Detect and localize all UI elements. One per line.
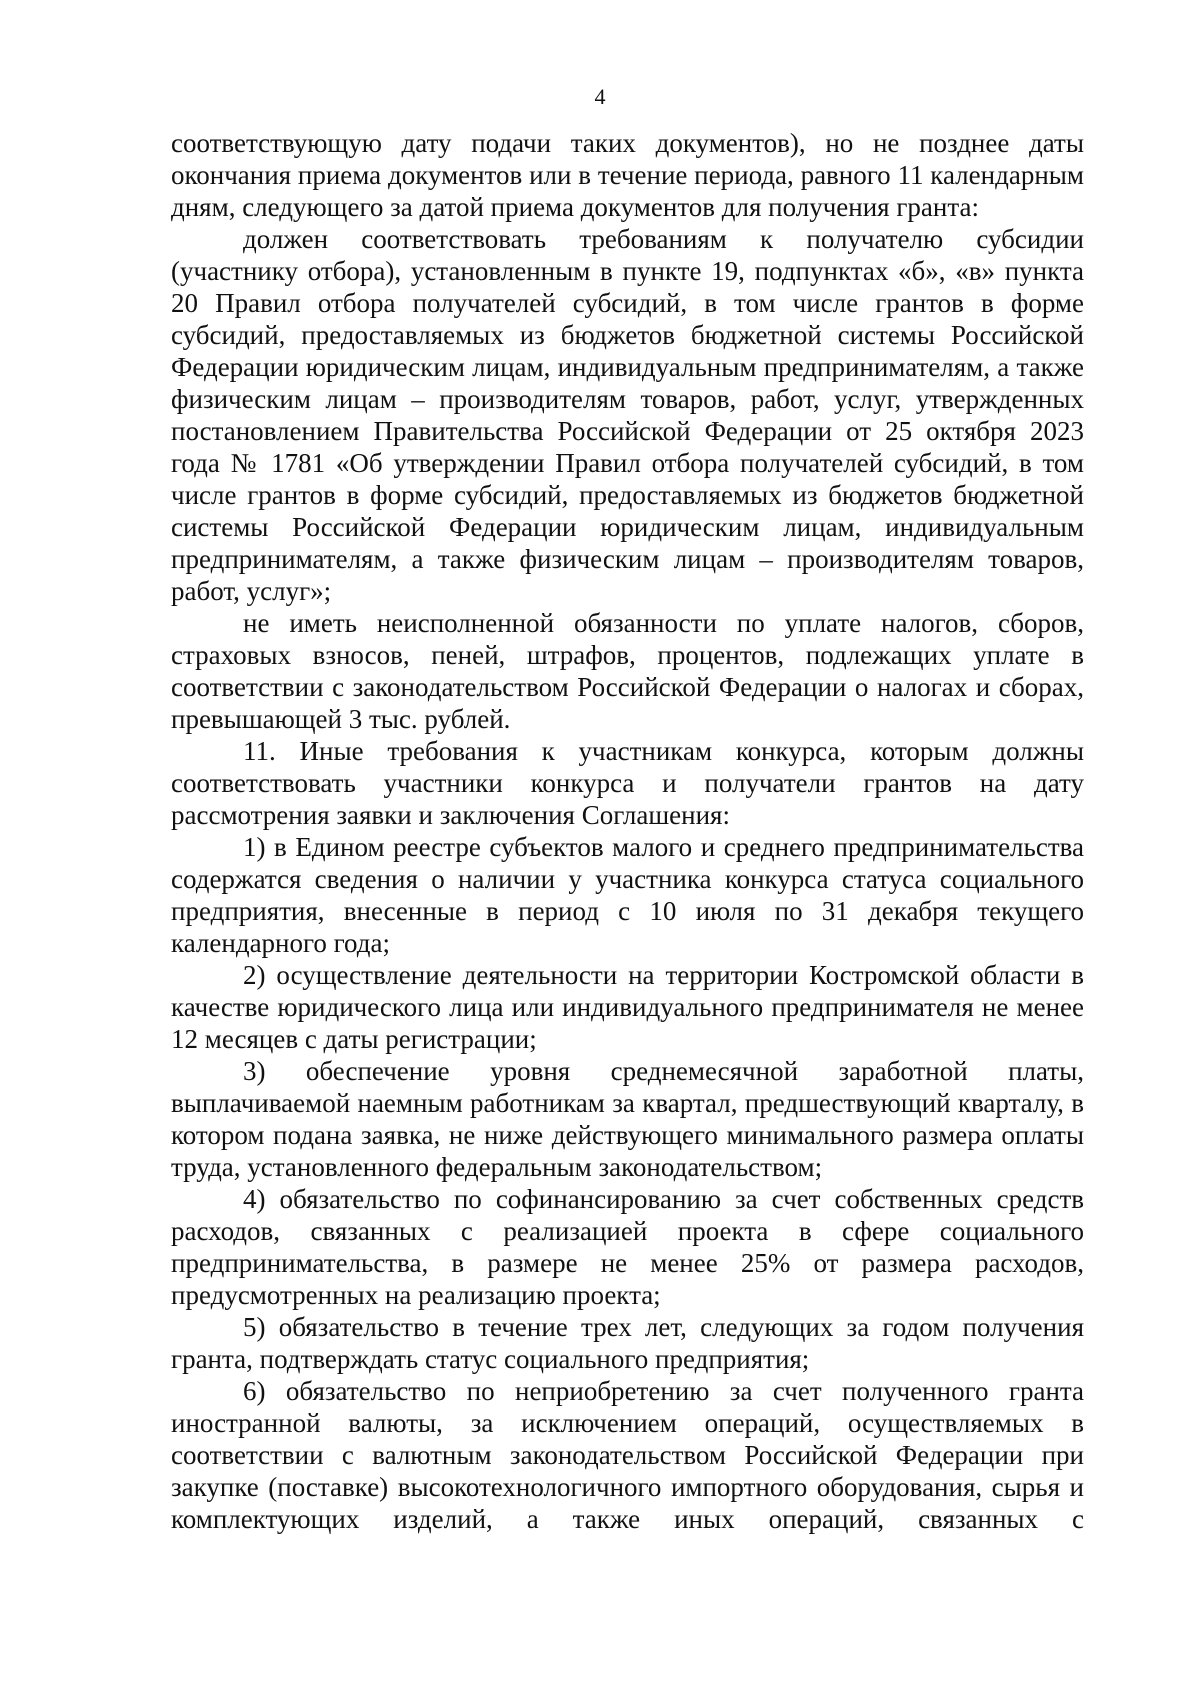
page-number: 4 — [594, 84, 606, 109]
list-item-1: 1) в Едином реестре субъектов малого и среднего предпринимательства содержатся сведения о наличии у участника конкурса статуса социального предприятия, внесенные в период с 10 июля по 31 декабря текущего календарного года; — [171, 832, 1084, 958]
list-item-4: 4) обязательство по софинансированию за счет собственных средств расходов, связанных с реализацией проекта в сфере социального предпринимательства, в размере не менее 25% от размера расходов, предусмотренных на реализацию проекта; — [171, 1184, 1084, 1310]
list-item-5: 5) обязательство в течение трех лет, следующих за годом получения гранта, подтверждать статус социального предприятия; — [171, 1312, 1084, 1374]
document-body — [171, 127, 1084, 1535]
list-item-3: 3) обеспечение уровня среднемесячной заработной платы, выплачиваемой наемным работникам за квартал, предшествующий кварталу, в котором подана заявка, не ниже действующего минимального размера оплаты труда, установленного федеральным законодательством; — [171, 1056, 1084, 1182]
paragraph-continuation: соответствующую дату подачи таких документов), но не позднее даты окончания приема документов или в течение периода, равного 11 календарным дням, следующего за датой приема документов для получения гранта: — [171, 128, 1084, 222]
paragraph-requirements-compliance: должен соответствовать требованиям к получателю субсидии (участнику отбора), установленным в пункте 19, подпунктах «б», «в» пункта 20 Правил отбора получателей субсидий, в том числе грантов в форме субсидий, предоставляемых из бюджетов бюджетной системы Российской Федерации юридическим лицам, индивидуальным предпринимателям, а также физическим лицам – производителям товаров, работ, услуг, утвержденных постановлением Правительства Российской Федерации от 25 октября 2023 года № 1781 «Об утверждении Правил отбора получателей субсидий, в том числе грантов в форме субсидий, предоставляемых из бюджетов бюджетной системы Российской Федерации юридическим лицам, индивидуальным предпринимателям, а также физическим лицам – производителям товаров, работ, услуг»; — [171, 224, 1084, 606]
list-item-6: 6) обязательство по неприобретению за счет полученного гранта иностранной валюты, за исключением операций, осуществляемых в соответствии с валютным законодательством Российской Федерации при закупке (поставке) высокотехнологичного импортного оборудования, сырья и комплектующих изделий, а также иных операций, связанных с — [171, 1376, 1084, 1534]
paragraph-no-tax-debt: не иметь неисполненной обязанности по уплате налогов, сборов, страховых взносов, пеней, штрафов, процентов, подлежащих уплате в соответствии с законодательством Российской Федерации о налогах и сборах, превышающей 3 тыс. рублей. — [171, 608, 1084, 734]
paragraph-section-11: 11. Иные требования к участникам конкурса, которым должны соответствовать участники конкурса и получатели грантов на дату рассмотрения заявки и заключения Соглашения: — [171, 736, 1084, 830]
list-item-2: 2) осуществление деятельности на территории Костромской области в качестве юридического лица или индивидуального предпринимателя не менее 12 месяцев с даты регистрации; — [171, 960, 1084, 1054]
